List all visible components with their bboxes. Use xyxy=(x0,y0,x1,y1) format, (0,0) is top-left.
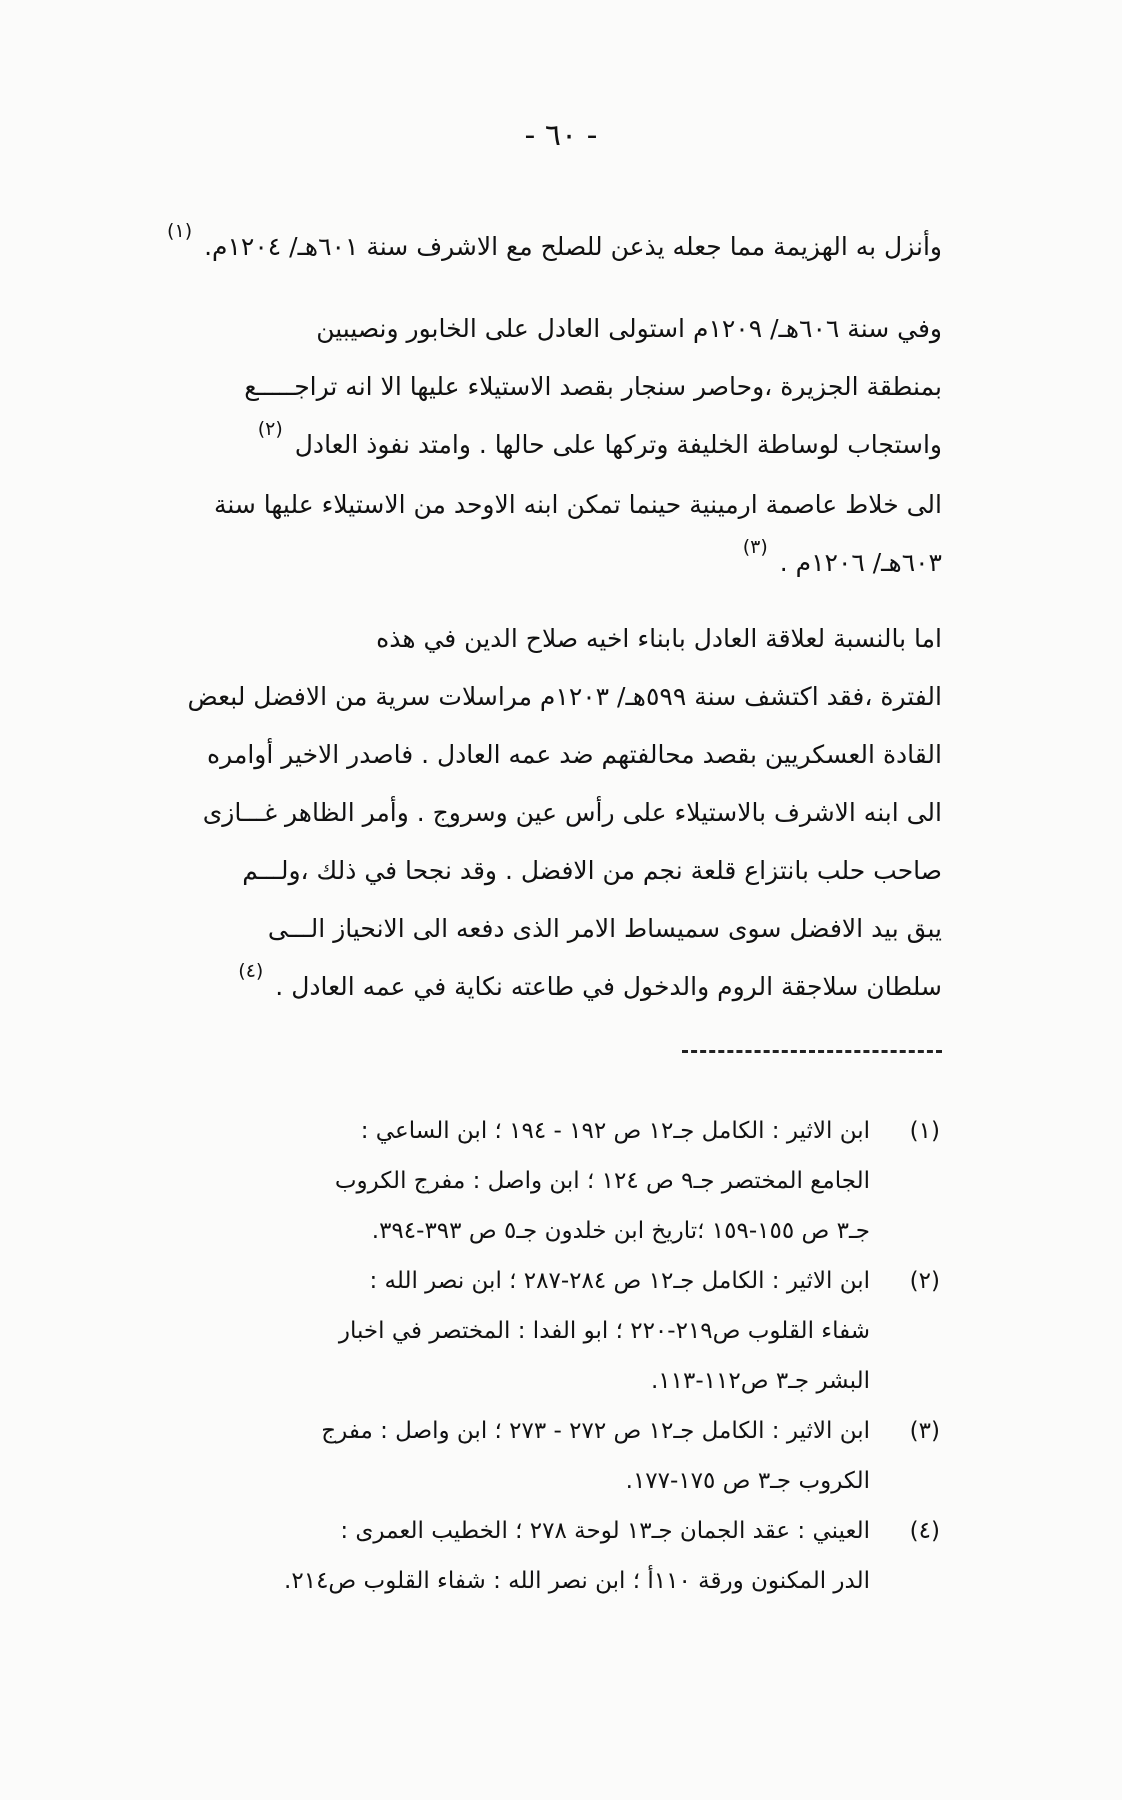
footnote-2-mark: (٢) xyxy=(909,1268,940,1294)
footnote-4-line-1: العيني : عقد الجمان جـ١٣ لوحة ٢٧٨ ؛ الخطيب العمرى : xyxy=(340,1518,870,1544)
paragraph-3-line-2: الفترة ،فقد اكتشف سنة ٥٩٩هـ/ ١٢٠٣م مراسلات سرية من الافضل لبعض xyxy=(187,682,942,711)
paragraph-3-line-3: القادة العسكريين بقصد محالفتهم ضد عمه العادل . فاصدر الاخير أوامره xyxy=(207,740,942,769)
footnote-ref-4: (٤) xyxy=(238,960,264,982)
footnotes xyxy=(160,1106,940,1606)
paragraph-2 xyxy=(172,300,942,594)
footnote-3 xyxy=(160,1406,940,1506)
footnote-3-line-1: ابن الاثير : الكامل جـ١٢ ص ٢٧٢ - ٢٧٣ ؛ ابن واصل : مفرج xyxy=(321,1418,870,1444)
footnote-ref-2: (٢) xyxy=(257,418,283,440)
footnote-ref-1: (١) xyxy=(167,220,193,242)
footnote-4-line-2: الدر المكنون ورقة ١١٠أ ؛ ابن نصر الله : شفاء القلوب ص٢١٤. xyxy=(284,1568,870,1594)
footnote-1 xyxy=(160,1106,940,1256)
paragraph-3-line-1: اما بالنسبة لعلاقة العادل بابناء اخيه صلاح الدين في هذه xyxy=(376,624,942,653)
footnote-2-line-2: شفاء القلوب ص٢١٩-٢٢٠ ؛ ابو الفدا : المختصر في اخبار xyxy=(338,1318,870,1344)
paragraph-3-line-7 xyxy=(172,958,942,1018)
paragraph-2-line-3-text: واستجاب لوساطة الخليفة وتركها على حالها . وامتد نفوذ العادل xyxy=(294,430,942,459)
paragraph-2-line-3 xyxy=(172,416,942,476)
paragraph-2-line-5 xyxy=(172,534,942,594)
footnote-2-line-3: البشر جـ٣ ص١١٢-١١٣. xyxy=(650,1368,870,1394)
paragraph-1-line-1 xyxy=(167,218,942,278)
footnote-4 xyxy=(160,1506,940,1606)
footnote-1-body xyxy=(160,1106,870,1256)
footnote-separator xyxy=(682,1050,942,1053)
footnote-1-line-1: ابن الاثير : الكامل جـ١٢ ص ١٩٢ - ١٩٤ ؛ ابن الساعي : xyxy=(360,1118,870,1144)
paragraph-1 xyxy=(167,218,942,278)
paragraph-2-line-2: بمنطقة الجزيرة ،وحاصر سنجار بقصد الاستيلاء عليها الا انه تراجـــــع xyxy=(244,372,942,401)
paragraph-3-line-7-text: سلطان سلاجقة الروم والدخول في طاعته نكاية في عمه العادل . xyxy=(275,972,942,1001)
footnote-4-mark: (٤) xyxy=(909,1518,940,1544)
paragraph-3 xyxy=(172,610,942,1018)
footnote-3-mark: (٣) xyxy=(909,1418,940,1444)
footnote-2-body xyxy=(160,1256,870,1406)
footnote-1-line-2: الجامع المختصر جـ٩ ص ١٢٤ ؛ ابن واصل : مفرج الكروب xyxy=(334,1168,870,1194)
footnote-2-line-1: ابن الاثير : الكامل جـ١٢ ص ٢٨٤-٢٨٧ ؛ ابن نصر الله : xyxy=(369,1268,870,1294)
footnote-2 xyxy=(160,1256,940,1406)
page-number: - ٦٠ - xyxy=(524,118,598,153)
footnote-4-body xyxy=(160,1506,870,1606)
paragraph-2-line-5-text: ٦٠٣هـ/ ١٢٠٦م . xyxy=(779,548,942,577)
footnote-3-body xyxy=(160,1406,870,1506)
footnote-1-line-3: جـ٣ ص ١٥٥-١٥٩ ؛تاريخ ابن خلدون جـ٥ ص ٣٩٣-٣٩٤. xyxy=(371,1218,870,1244)
footnote-1-mark: (١) xyxy=(909,1118,940,1144)
paragraph-3-line-4: الى ابنه الاشرف بالاستيلاء على رأس عين وسروج . وأمر الظاهر غـــازى xyxy=(202,798,942,827)
paragraph-3-line-6: يبق بيد الافضل سوى سميساط الامر الذى دفعه الى الانحياز الـــى xyxy=(267,914,942,943)
footnote-ref-3: (٣) xyxy=(742,536,768,558)
paragraph-2-line-4: الى خلاط عاصمة ارمينية حينما تمكن ابنه الاوحد من الاستيلاء عليها سنة xyxy=(213,490,942,519)
footnote-3-line-2: الكروب جـ٣ ص ١٧٥-١٧٧. xyxy=(625,1468,870,1494)
paragraph-1-text: وأنزل به الهزيمة مما جعله يذعن للصلح مع الاشرف سنة ٦٠١هـ/ ١٢٠٤م. xyxy=(204,232,942,261)
paragraph-3-line-5: صاحب حلب بانتزاع قلعة نجم من الافضل . وقد نجحا في ذلك ،ولـــم xyxy=(242,856,942,885)
paragraph-2-line-1: وفي سنة ٦٠٦هـ/ ١٢٠٩م استولى العادل على الخابور ونصيبين xyxy=(316,314,942,343)
